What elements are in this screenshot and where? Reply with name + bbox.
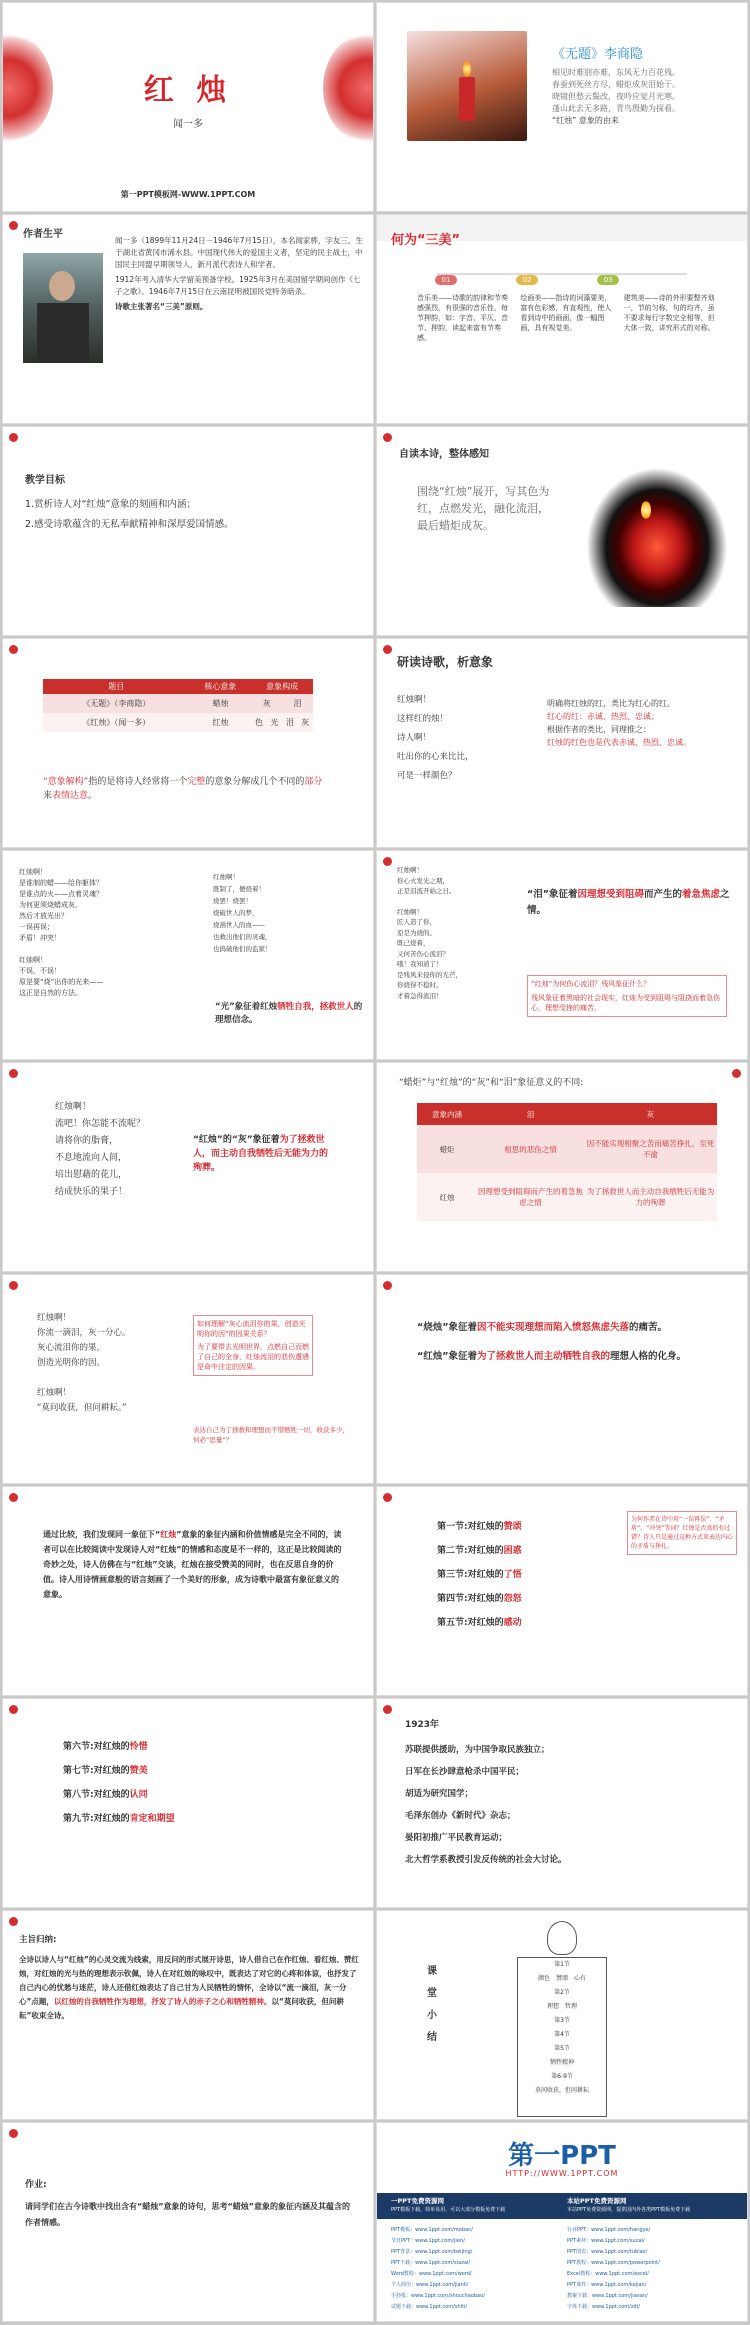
- th: 核心意象: [204, 682, 237, 691]
- text: 第四节: [437, 1594, 465, 1604]
- text: 因理想受到阻碍: [577, 889, 645, 900]
- poem-line: 请将你的脂膏，: [55, 1136, 119, 1146]
- link[interactable]: PPT教程：www.1ppt.com/powerpoint/: [567, 2260, 660, 2266]
- slide-1-title[interactable]: [2, 2, 374, 212]
- poem-line: 红烛啊！: [397, 907, 423, 916]
- beauty-columns: [417, 293, 717, 343]
- poem-line: 矛盾！冲突！: [19, 934, 61, 942]
- text: 对红烛的: [93, 1766, 130, 1776]
- text: 完整: [187, 777, 206, 787]
- text: 第1节: [554, 1961, 570, 1968]
- slide-heading: “蜡炬”与“红烛”的“灰”和“泪”象征意义的不同:: [399, 1078, 584, 1088]
- goal-item: 1.赏析诗人对“红烛”意象的刻画和内涵；: [25, 499, 196, 510]
- text: 第6-9节: [551, 2073, 573, 2080]
- text: 全诗以诗人与“红烛”的心灵交流为线索，用反问的形式展开诗思，诗人借自己在作红烛、看红烛、赞红烛，对红烛的光与热的理想表示钦佩，诗人在对红烛的咏叹中，既表达了对它的心疼和体谅，也抒发了自己内心的忧愁与迷茫，诗人还借红烛表达了自己甘为人民牺牲的情怀，全诗以“流一滴泪，灰一分心”点题，: [19, 1955, 359, 2006]
- text: “意象解构”: [43, 777, 89, 787]
- slide-heading: 作者生平: [23, 229, 63, 240]
- poem-line: 烧罢！烧罢！: [213, 897, 252, 905]
- poem-line: 诗人啊！: [397, 733, 432, 743]
- poem-line: 也捣破他们的监狱！: [213, 945, 272, 953]
- td: 红烛: [212, 718, 229, 727]
- section-row: 第二节:对红烛的困惑: [437, 1546, 522, 1556]
- slide-11-ash[interactable]: [2, 1062, 374, 1272]
- link[interactable]: PPT下载：www.1ppt.com/xiazai/: [391, 2260, 471, 2266]
- symbol-text: [417, 1319, 717, 1365]
- event: 苏联提供援助，为中国争取民族独立；: [405, 1745, 550, 1755]
- candle-trees-image: [577, 457, 737, 607]
- poem-line: 匠人造了你，: [397, 918, 436, 926]
- imagery-table: [43, 679, 313, 732]
- td: 因理想受到阻碍而产生的着急焦虑之情: [477, 1187, 583, 1207]
- slide-heading: 作业:: [25, 2180, 47, 2190]
- beauty-col: 建筑美——诗的外形要整齐划一，节的匀称，句的均齐，虽不要求每行字数完全相等，但大体一致，讲究形式的对称。: [623, 294, 715, 332]
- th: 泪: [526, 1109, 535, 1119]
- poem-mid: [213, 871, 272, 955]
- td: 蜡炬: [439, 1144, 455, 1154]
- slide-15-summary[interactable]: [2, 1486, 374, 1696]
- poem-line: 可是一样颜色？: [397, 771, 457, 781]
- text: 第5节: [554, 2045, 570, 2052]
- text: 感动: [503, 1618, 522, 1628]
- section-row: 第四节:对红烛的怨怒: [437, 1594, 522, 1604]
- poem-line: 春蚕到死丝方尽，蜡炬成灰泪始干。: [552, 80, 680, 89]
- text: 红烛: [160, 1530, 177, 1539]
- text: 小: [427, 2010, 437, 2021]
- text: 根据作者的类比，同理推之：: [547, 725, 651, 734]
- link[interactable]: PPT背景：www.1ppt.com/beijing/: [391, 2249, 473, 2255]
- candle-diagram: [517, 1957, 607, 2117]
- text: 牺牲自我，拯救世人: [277, 1002, 354, 1012]
- author-portrait: [23, 253, 103, 363]
- text: 红心的红：赤诚、热烈、忠诚；: [547, 712, 659, 721]
- section-list: [437, 1515, 522, 1635]
- text: 结: [427, 2032, 437, 2043]
- poem-line: 红烛啊！: [397, 695, 432, 705]
- text: 牺牲精神: [549, 2059, 574, 2066]
- text: “红烛”为何伤心流泪？残风象征什么？: [531, 980, 651, 988]
- td: 为了拯救世人而主动自我牺牲后无能为力的殉葬: [586, 1187, 715, 1207]
- th: 题目: [108, 682, 125, 691]
- poem-line: 相见时难别亦难，东风无力百花残。: [552, 68, 680, 77]
- symbol-para: [417, 1319, 717, 1336]
- poem-line: “莫问收获，但问耕耘。”: [37, 1403, 127, 1413]
- tears-quote: [527, 887, 737, 919]
- flame-shape: [641, 501, 651, 519]
- poem-line: 既制了，便烧着！: [213, 885, 265, 893]
- logo: 第一PPT: [508, 2141, 616, 2171]
- poem-excerpt: [37, 1311, 131, 1416]
- slide-10-tears[interactable]: [376, 850, 748, 1060]
- link[interactable]: 节日PPT：www.1ppt.com/jieri/: [391, 2238, 465, 2244]
- text: 为了拯救世人而主动牺牲自我的: [477, 1351, 611, 1362]
- bio-item: 1912年考入清华大学留美预备学校。1925年3月在美国留学期间创作《七子之歌》。1946年7月15日在云南昆明被国民党特务暗杀。: [115, 275, 361, 296]
- text: 而产生的: [644, 889, 683, 900]
- text: 认同: [129, 1790, 148, 1800]
- poem-line: 然后才放光出？: [19, 912, 68, 920]
- text: 来: [43, 791, 53, 801]
- text: 为了拯救世人，而主动自我牺牲后无能为力的殉葬。: [193, 1135, 329, 1173]
- text: 残风象征着黑暗的社会现实，红烛为受到阻碍与阻挠而着急伤心，理想受挫的痛苦。: [531, 994, 720, 1012]
- slide-18-background[interactable]: [376, 1698, 748, 1908]
- link[interactable]: 个人简历：www.1ppt.com/jianli/: [391, 2282, 469, 2288]
- section-row: 第五节:对红烛的感动: [437, 1618, 522, 1628]
- text: 第一节: [437, 1522, 465, 1532]
- analysis-text: [547, 697, 737, 749]
- poem-line: 又何苦伤心流泪？: [397, 949, 449, 958]
- text: 赞美: [129, 1766, 148, 1776]
- link[interactable]: 字体下载：www.1ppt.com/ziti/: [567, 2304, 640, 2310]
- candle-blossom-image: [407, 31, 527, 141]
- section-note: 为何作者在诗中用“一误再误”、“矛盾”、“冲突”等词？红烛是否真的有过错？诗人只是通过这种方式来表达内心的矛盾与挣扎。: [627, 1511, 737, 1555]
- section-row: 第三节:对红烛的了悟: [437, 1570, 522, 1580]
- overview-text: 围绕“红烛”展开，写其色为红，点燃发光，融化流泪，最后蜡炬成灰。: [417, 485, 550, 532]
- text: 第八节: [63, 1790, 91, 1800]
- poem-line: 既已烧着，: [397, 939, 430, 947]
- event: 晏阳初推广平民教育运动；: [405, 1833, 508, 1843]
- node-03: 03: [597, 275, 619, 285]
- poem-line: 吐出你的心来比比，: [397, 752, 474, 762]
- poem-line: 红烛啊！: [397, 866, 423, 874]
- portrait-body: [37, 303, 89, 363]
- slide-5-goals[interactable]: [2, 426, 374, 636]
- slide-9-light[interactable]: [2, 850, 374, 1060]
- text: 对红烛的: [467, 1570, 504, 1580]
- bio-item: 诗歌主张著名“三美”原则。: [115, 302, 208, 311]
- th: 灰: [646, 1109, 655, 1119]
- text: ”意象的象征内涵和价值情感是完全不同的，读者可以在比较阅读中发现诗人对“红烛”的情感和态度是不一样的，这正是比较阅读的奇妙之处，诗人仿佛在与“红烛”交谈，红烛在接受赞美的同时，也在反思自身的价值。诗人用诗情画意般的语言刻画了一个美好的形象，成为诗歌中最富有象征意义的意象。: [43, 1530, 342, 1599]
- section-row: 第九节:对红烛的肯定和期望: [63, 1814, 175, 1824]
- text: 明确将红烛的红，类比为红心的红。: [547, 699, 675, 708]
- poem-line: 一误再误；: [19, 923, 54, 931]
- text: 堂: [427, 1988, 437, 1999]
- poem-line: 你流一滴泪，灰一分心。: [37, 1328, 131, 1338]
- review-side-label: [427, 1961, 437, 2049]
- text: 肯定和: [129, 1814, 157, 1824]
- text: 第六节: [63, 1742, 91, 1752]
- slide-heading: 主旨归纳:: [19, 1935, 57, 1945]
- link[interactable]: 行业PPT：www.1ppt.com/hangye/: [567, 2227, 651, 2233]
- text: “红烛”的“灰”象征着: [193, 1135, 280, 1145]
- text: 困惑: [503, 1546, 522, 1556]
- poem-line: 你烧得不稳时，: [397, 981, 443, 989]
- text: 赞颂: [503, 1522, 522, 1532]
- text: 红烛的红色也是代表赤诚、热烈、忠诚。: [547, 738, 691, 747]
- text: 之情。: [527, 889, 730, 916]
- poem-line: 不误，不误！: [19, 967, 61, 975]
- summary-text: [43, 1527, 343, 1602]
- text: 对红烛的: [93, 1742, 130, 1752]
- text: 理想人格的化身。: [610, 1351, 687, 1362]
- slide-3-author[interactable]: [2, 214, 374, 424]
- slide-14-symbolism[interactable]: [376, 1274, 748, 1484]
- text: 第2节: [554, 1989, 570, 1996]
- link[interactable]: Word教程：www.1ppt.com/word/: [391, 2271, 472, 2277]
- td: 光: [270, 718, 279, 727]
- link[interactable]: PPT模板：www.1ppt.com/moban/: [391, 2227, 473, 2233]
- text: 对红烛的: [467, 1522, 504, 1532]
- link[interactable]: 教案下载：www.1ppt.com/jiaoan/: [567, 2293, 648, 2299]
- text: 对红烛的: [93, 1790, 130, 1800]
- poem-line: 哦！我知道了！: [397, 960, 443, 968]
- slide-17-sections-6-9[interactable]: [2, 1698, 374, 1908]
- slide-heading: 自读本诗，整体感知: [399, 449, 489, 460]
- text: 的理想信念。: [215, 1002, 363, 1025]
- th: 意象内涵: [432, 1109, 462, 1119]
- goal-item: 2.感受诗歌蕴含的无私奉献精神和深厚爱国情感。: [25, 519, 234, 530]
- event-list: [405, 1739, 567, 1871]
- poem-lines: [552, 67, 742, 127]
- poem-line: 红烛啊！: [55, 1102, 92, 1112]
- poem-line: 创造光明你的因。: [37, 1358, 106, 1368]
- poem-line: 不息地流向人间，: [55, 1153, 128, 1163]
- slide-2-wuti[interactable]: [376, 2, 748, 212]
- event: 北大哲学系教授引发反传统的社会大讨论。: [405, 1855, 567, 1865]
- portrait-face: [49, 271, 75, 301]
- text: PPT模板下载，简单易用，可以大部分模板免费下载: [391, 2207, 506, 2213]
- td: 相思的悲伤之情: [504, 1144, 557, 1154]
- link[interactable]: PPT图表：www.1ppt.com/tubiao/: [567, 2249, 648, 2255]
- candle-shape: [459, 77, 475, 121]
- ash-quote: [193, 1133, 333, 1175]
- link[interactable]: Excel教程：www.1ppt.com/excel/: [567, 2271, 649, 2277]
- poem-left: [19, 867, 103, 999]
- poem-line: 是谁点的火——点着灵魂？: [19, 890, 103, 898]
- section-row: 第七节:对红烛的赞美: [63, 1766, 148, 1776]
- text: 通过比较，我们发现同一象征下“: [43, 1530, 161, 1539]
- number-nodes: [435, 267, 619, 286]
- td: 《红烛》（闻一多）: [82, 718, 151, 727]
- author: 闻一多: [173, 119, 203, 130]
- poem-excerpt: [397, 865, 462, 1001]
- cause-note: [193, 1315, 313, 1376]
- poem-line: 是残风来侵你的光芒，: [397, 970, 462, 979]
- event: 毛泽东创办《新时代》杂志；: [405, 1811, 516, 1821]
- bio-list: [115, 235, 365, 313]
- poem-line: 红烛啊！: [19, 956, 47, 964]
- text: 对红烛的: [93, 1814, 130, 1824]
- poem-line: 蓬山此去无多路，青鸟殷勤为探看。: [552, 104, 680, 113]
- tears-note: [527, 975, 727, 1017]
- poem-line: 也救出他们的灵魂，: [213, 933, 272, 941]
- flame-outline-icon: [547, 1921, 577, 1955]
- td: 因不能实现相聚之苦而痛苦挣扎，至死不渝: [586, 1139, 715, 1159]
- poem-excerpt: [55, 1099, 145, 1201]
- td: 灰: [301, 718, 310, 727]
- text: 以红烛的自我牺牲作为理想，抒发了诗人的赤子之心和牺牲精神。: [53, 1997, 272, 2006]
- text: 第三节: [437, 1570, 465, 1580]
- poem-excerpt: [397, 691, 474, 786]
- text: 第七节: [63, 1766, 91, 1776]
- compare-table: [417, 1103, 717, 1221]
- text: 本站PPT免费资源网: [567, 2197, 627, 2205]
- slide-20-review[interactable]: [376, 1910, 748, 2120]
- poem-line: 你心火发光之期，: [397, 876, 449, 885]
- slide-21-homework[interactable]: [2, 2122, 374, 2322]
- text: 的痛苦。: [629, 1322, 668, 1333]
- year: 1923年: [405, 1720, 440, 1730]
- text: 因不能实现理想而陷入愤怒焦虑失落: [477, 1322, 630, 1333]
- section-row: 第六节:对红烛的怜惜: [63, 1742, 148, 1752]
- event: 日军在长沙肆意枪杀中国平民；: [405, 1767, 525, 1777]
- section-row: 第一节:对红烛的赞颂: [437, 1522, 522, 1532]
- text: “光”象征着红烛: [215, 1002, 278, 1012]
- td: 色: [254, 718, 263, 727]
- text: 第九节: [63, 1814, 91, 1824]
- slide-19-theme[interactable]: [2, 1910, 374, 2120]
- text: 表情达意: [52, 791, 89, 801]
- poem-line: 原是要“烧”出你的光来——: [19, 978, 104, 986]
- text: 着急焦虑: [682, 889, 721, 900]
- poem-line: 流吧！你怎能不流呢？: [55, 1119, 146, 1129]
- poem-line: 烧沸世人的血——: [213, 921, 265, 929]
- poem-line: 培出慰藉的花儿，: [55, 1170, 128, 1180]
- text: 为了要带去光明世界，点燃自己而燃了自己的全身，红烛流泪的悲伤遭遇是命中注定的因果。: [197, 1343, 309, 1371]
- text: 怨怒: [503, 1594, 522, 1604]
- node-02: 02: [516, 275, 538, 285]
- poem-tag: “红烛” 意象的由来: [552, 116, 619, 125]
- td: 灰: [262, 699, 271, 708]
- slide-7-imagery-table[interactable]: [2, 638, 374, 848]
- text: “泪”象征着: [527, 889, 578, 900]
- symbol-para: [417, 1348, 717, 1365]
- slide-13-cause-effect[interactable]: [2, 1274, 374, 1484]
- link[interactable]: 试题下载：www.1ppt.com/shiti/: [391, 2304, 468, 2310]
- text: “烧烛”象征着: [417, 1322, 477, 1333]
- light-quote: [215, 1001, 365, 1027]
- logo-url[interactable]: HTTP://WWW.1PPT.COM: [505, 2169, 619, 2178]
- text: 期望: [156, 1814, 175, 1824]
- text: 对红烛的: [467, 1546, 504, 1556]
- td: 蜡烛: [212, 699, 229, 708]
- td: 泪: [285, 718, 294, 727]
- beauty-col: 绘画美——指诗的词藻要美，富有色彩感，有直观性，使人看到诗中的画面，像一幅图画，具有视觉美。: [520, 294, 612, 332]
- event: 胡适为研究国学；: [405, 1789, 474, 1799]
- slide-4-three-beauties[interactable]: [376, 214, 748, 424]
- poem-title: 《无题》李商隐: [552, 47, 644, 62]
- flame-shape: [463, 61, 471, 77]
- text: 如何理解“灰心流泪你的果，创造光明你的因”的因果关系？: [197, 1320, 306, 1338]
- text: 了悟: [503, 1570, 522, 1580]
- text: 第二节: [437, 1546, 465, 1556]
- text: 。: [88, 791, 98, 801]
- link[interactable]: 手抄报：www.1ppt.com/shouchaobao/: [391, 2293, 485, 2299]
- text: 第4节: [554, 2031, 570, 2038]
- td: 泪: [293, 699, 302, 708]
- slide-title: 红 烛: [143, 73, 233, 108]
- td: 《无题》（李商隐）: [82, 699, 151, 708]
- homework-text: 请同学们在古今诗歌中找出含有“蜡烛”意象的诗句，思考“蜡烛”意象的象征内涵及其蕴含的作者情感。: [25, 2202, 351, 2227]
- slide-16-sections-1-5[interactable]: [376, 1486, 748, 1696]
- text: 部分: [304, 777, 323, 787]
- text: 的意象分解成几个不同的: [205, 777, 305, 787]
- text: 第3节: [554, 2017, 570, 2024]
- link[interactable]: PPT素材：www.1ppt.com/sucai/: [567, 2238, 645, 2244]
- text: 本站PPT免费资源网，提供国内外各类PPT模板免费下载: [567, 2207, 691, 2213]
- text: 颜色 赞颂 心有: [537, 1975, 586, 1982]
- slide-8-analysis[interactable]: [376, 638, 748, 848]
- text: 对红烛的: [467, 1618, 504, 1628]
- poem-line: 红烛啊！: [213, 873, 239, 881]
- poem-line: 才着急得流泪！: [397, 991, 443, 1000]
- poem-line: 原是为烧的。: [397, 928, 436, 937]
- poem-line: 这样红的烛！: [397, 714, 449, 724]
- text: 以“莫问收获，但问耕耘”收束全诗。: [19, 1997, 344, 2020]
- text: 对红烛的: [467, 1594, 504, 1604]
- slide-heading: 教学目标: [25, 475, 65, 486]
- text: 一PPT免费资源网: [391, 2197, 444, 2205]
- slide-6-overview[interactable]: [376, 426, 748, 636]
- poem-line: 这正是自然的方法。: [19, 989, 82, 997]
- slide-12-compare[interactable]: [376, 1062, 748, 1272]
- text: 怜惜: [129, 1742, 148, 1752]
- th: 意象构成: [266, 682, 299, 691]
- poem-line: 结成快乐的果子！: [55, 1187, 128, 1197]
- poem-line: 烧破世人的梦，: [213, 909, 259, 917]
- ad-banner: [377, 2193, 747, 2219]
- text: 莫问收获，但问耕耘: [534, 2087, 589, 2094]
- poem-line: 灰心流泪你的果，: [37, 1343, 106, 1353]
- text: 指的是将诗人经常将一个: [88, 777, 188, 787]
- poem-line: 为何更须烧蜡成灰，: [19, 901, 82, 909]
- slide-heading: 何为“三美”: [391, 233, 461, 248]
- link[interactable]: PPT课件：www.1ppt.com/kejian/: [567, 2282, 647, 2288]
- harvest-note: 表达自己为了拯救和理想而不惜牺牲一切，收获多少，何必“思量”？: [193, 1426, 349, 1444]
- beauty-col: 音乐美——诗歌的韵律和节奏感强烈，有很强的音乐性，每节押韵，如：字音、平仄、音节、押韵，读起来富有节奏感。: [417, 294, 508, 342]
- node-01: 01: [435, 275, 457, 285]
- slide-heading: 研读诗歌，析意象: [397, 655, 494, 669]
- section-row: 第八节:对红烛的认同: [63, 1790, 148, 1800]
- text: “红烛”象征着: [417, 1351, 477, 1362]
- text: 理想 哲理: [546, 2003, 577, 2010]
- deconstruct-note: [43, 775, 323, 803]
- poem-line: 正是泪流开始之日。: [397, 887, 456, 895]
- text: 课: [427, 1966, 437, 1977]
- slide-22-ad[interactable]: [376, 2122, 748, 2322]
- theme-text: [19, 1953, 359, 2023]
- td: 红烛: [439, 1192, 455, 1202]
- poem-line: 红烛啊！: [37, 1388, 72, 1398]
- goal-list: [25, 495, 234, 535]
- bio-item: 闻一多（1899年11月24日－1946年7月15日），本名闻家骅，字友三，生于湖北省黄冈市浠水县。中国现代伟大的爱国主义者，坚定的民主战士，中国民主同盟早期领导人，新月派代表诗人和学者。: [115, 236, 363, 269]
- section-list: [63, 1735, 175, 1831]
- poem-line: 晓镜但愁云鬓改，夜吟应觉月光寒。: [552, 92, 680, 101]
- site-label: 第一PPT模板网-WWW.1PPT.COM: [120, 190, 256, 199]
- poem-line: 红烛啊！: [37, 1313, 72, 1323]
- text: 第五节: [437, 1618, 465, 1628]
- poem-line: 红烛啊！: [19, 868, 47, 876]
- poem-line: 是谁制的蜡——给你躯体？: [19, 879, 103, 887]
- link-list-left: [391, 2225, 485, 2313]
- link-list-right: [567, 2225, 660, 2313]
